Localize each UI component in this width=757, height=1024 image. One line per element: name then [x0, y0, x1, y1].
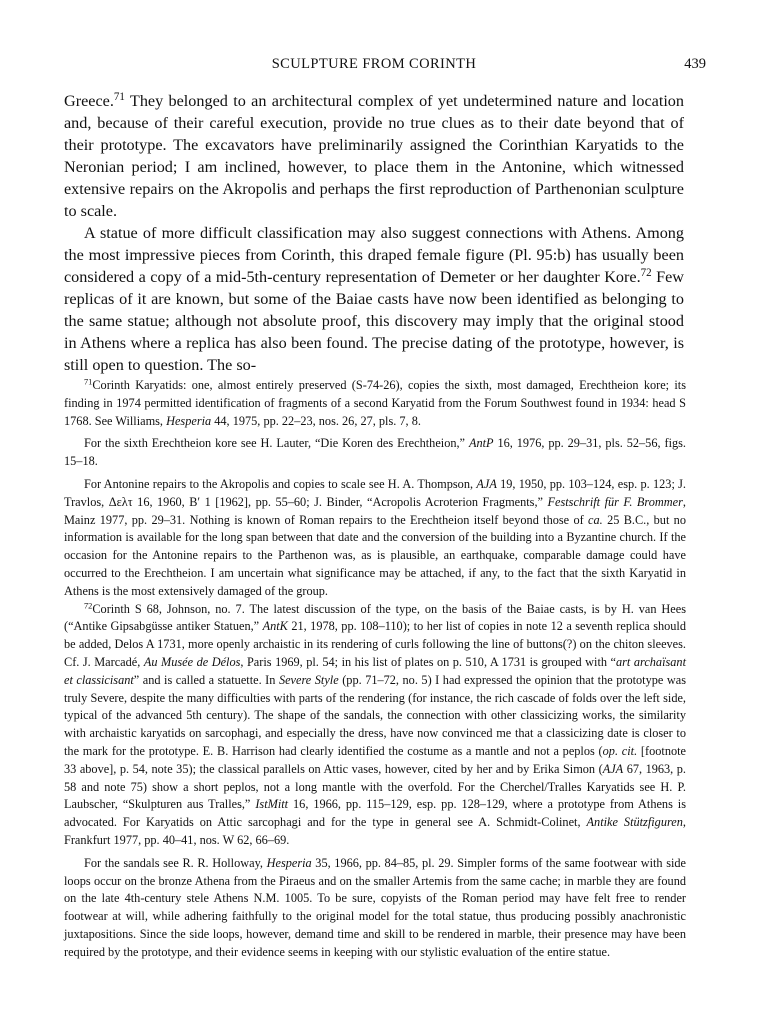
paragraph: Greece.$^{71}$ They belonged to an architectural complex of yet undetermined nature and location and, because of their careful execution, provide no true clues as to their date beyond that of their prototype. The excavators have preliminarily assigned the Corinthian Karyatids to the Neronian period; I am inclined, however, to place them in the Antonine, which witnessed extensive repairs on the Akropolis and perhaps the first reproduction of Parthenonian sculpture to scale. [64, 90, 684, 220]
footnote-number: 71 [84, 377, 93, 387]
footnote-ref[interactable]: 71 [113, 90, 125, 103]
footnote-number: 72 [84, 600, 93, 610]
footnote-ref[interactable]: 72 [640, 266, 652, 279]
footnote-71: $^{71}$Corinth Karyatids: one, almost entirely preserved (S-74-26), copies the sixth, most damaged, Erechtheion kore; its finding in 1974 permitted identification of fragments of a second Karyatid from the Forum Southwest found in 1934: head S 1768. See Williams, Hesperia 44, 1975, pp. 22–23, nos. 26, 27, pls. 7, 8. [64, 377, 686, 428]
footnote-paragraph: For Antonine repairs to the Akropolis and copies to scale see H. A. Thompson, AJA 19, 1950, pp. 103–124, esp. p. 123; J. Travlos, Δελτ 16, 1960, B′ 1 [1962], pp. 55–60; J. Binder, “Acropolis Acroterion Fragments,” Festschrift für F. Brommer, Mainz 1977, pp. 29–31. Nothing is known of Roman repairs to the Erechtheion itself beyond those of ca. 25 B.C., but no information is available for the long span between that date and the conversion of the building into a Byzantine church. If the occasion for the Antonine repairs to the Parthenon was, as is plausible, an earthquake, comparable damage could have occurred to the Erechtheion. I am uncertain what significance may be attached, if any, to the fact that the sixth Karyatid in Athens is the most extensively damaged of the group. [64, 476, 686, 598]
running-title: SCULPTURE FROM CORINTH [271, 56, 477, 72]
footnote-72: $^{72}$Corinth S 68, Johnson, no. 7. The latest discussion of the type, on the basis of the Baiae casts, is by H. van Hees (“Antike Gipsabgüsse antiker Statuen,” AntK 21, 1978, pp. 108–110); to her list of copies in note 12 a seventh replica should be added, Delos A 1731, more openly archaistic in its rendering of curls following the line of buttons(?) on the chiton sleeves. Cf. J. Marcadé, Au Musée de Délos, Paris 1969, pl. 54; in his list of plates on p. 510, A 1731 is grouped with “art archaïsant et classicisant” and is called a statuette. In Severe Style (pp. 71–72, no. 5) I had expressed the opinion that the prototype was truly Severe, despite the many difficulties with parts of the rendering (for instance, the rich cascade of folds over the left side, typical of the advanced 5th century). The shape of the sandals, the connection with other classicizing works, the similarity with archaistic karyatids on sarcophagi, and especially the dress, have now convinced me that a classicizing date is closer to the mark for the prototype. E. B. Harrison had clearly identified the costume as a mantle and not a peplos (op. cit. [footnote 33 above], p. 54, note 35); the classical parallels on Attic vases, however, cited by her and by Erika Simon (AJA 67, 1963, p. 58 and note 75) show a short peplos, not a long mantle with the overfold. For the Cherchel/Tralles Karyatids see H. P. Laubscher, “Skulpturen aus Tralles,” IstMitt 16, 1966, pp. 115–129, esp. pp. 128–129, where a prototype from Athens is advocated. For Karyatids on Attic sarcophagi and for the type in general see A. Schmidt-Colinet, Antike Stützfiguren, Frankfurt 1977, pp. 40–41, nos. W 62, 66–69. [64, 600, 687, 847]
footnotes [64, 377, 686, 962]
running-head [64, 56, 706, 76]
paragraph: A statue of more difficult classification may also suggest connections with Athens. Among the most impressive pieces from Corinth, this draped female figure (Pl. 95:b) has usually been considered a copy of a mid-5th-century representation of Demeter or her daughter Kore.$^{72}$ Few replicas of it are known, but some of the Baiae casts have now been identified as belonging to the same statue; although not absolute proof, this discovery may imply that the original stood in Athens where a replica has also been found. The precise dating of the prototype, however, is still open to question. The so- [64, 224, 684, 374]
body-text [64, 90, 684, 376]
footnote-paragraph: For the sixth Erechtheion kore see H. Lauter, “Die Koren des Erechtheion,” AntP 16, 1976, pp. 29–31, pls. 52–56, figs. 15–18. [64, 436, 686, 469]
footnote-paragraph: For the sandals see R. R. Holloway, Hesperia 35, 1966, pp. 84–85, pl. 29. Simpler forms of the same footwear with side loops occur on the bronze Athena from the Piraeus and on the smaller Artemis from the same cache; in marble they are found on the late 4th-century stele Athens N.M. 1005. To be sure, copyists of the Roman period may have felt free to render footwear at will, while adhering faithfully to the original model for the total statue, thus producing possibly anachronistic juxtapositions. Since the side loops, however, demand time and skill to be rendered in marble, their presence may have been required by the prototype, and their evidence seems in keeping with our stylistic evaluation of the entire statue. [64, 855, 686, 959]
page-number: 439 [684, 56, 706, 72]
